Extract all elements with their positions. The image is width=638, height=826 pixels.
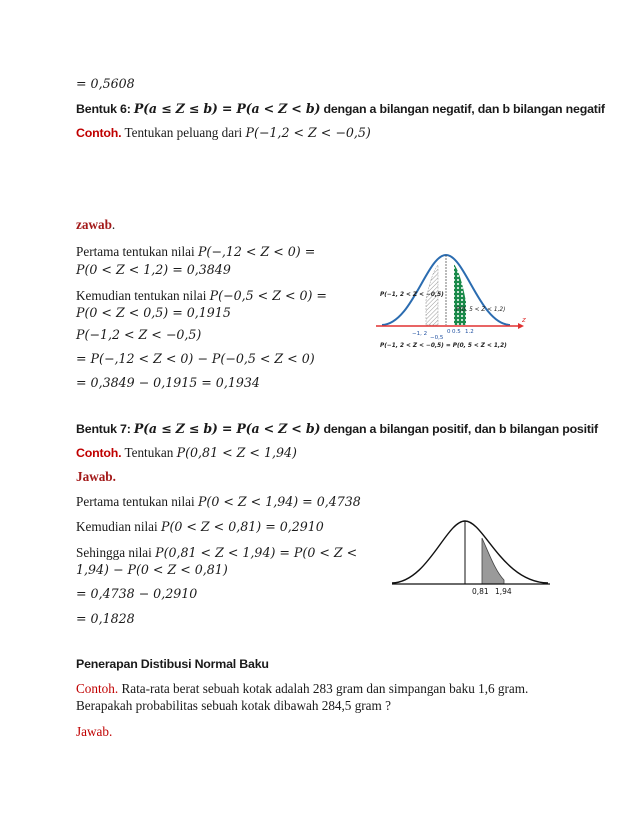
q5-formula: = 0,1828: [76, 611, 135, 626]
tick-0-81: 0,81: [472, 587, 489, 596]
step2-formula-b: P(0 < Z < 0,5) = 0,1915: [76, 305, 231, 320]
q2-formula: P(0 < Z < 0,81) = 0,2910: [160, 519, 324, 534]
bentuk7-heading: [76, 420, 598, 438]
tick-neg-1-2: −1, 2: [412, 331, 428, 337]
q3-text: Sehingga nilai: [76, 545, 156, 560]
normal-curve-figure-1: [372, 250, 532, 350]
zawab-word: zawab: [76, 217, 112, 232]
step2-line-a: [76, 287, 327, 304]
q4-formula: = 0,4738 − 0,2910: [76, 586, 198, 601]
q2-text: Kemudian nilai: [76, 519, 161, 534]
contoh3-line-b: Berapakah probabilitas sebuah kotak dibawah 284,5 gram ?: [76, 698, 391, 713]
q1-text: Pertama tentukan nilai: [76, 494, 198, 509]
z-axis-label: z: [522, 316, 526, 324]
step1-text: Pertama tentukan nilai: [76, 244, 198, 259]
contoh1-line: [76, 124, 371, 142]
label-left-prob: P(−1, 2 < Z < −0,5): [380, 292, 444, 298]
contoh1-formula: P(−1,2 < Z < −0,5): [245, 125, 371, 140]
zawab-label: [76, 216, 115, 233]
bentuk7-suffix: dengan a bilangan positif, dan b bilangan positif: [320, 422, 598, 436]
contoh2-line: [76, 444, 297, 462]
tick-0-5: 0.5: [452, 329, 461, 335]
q3-formula-a: P(0,81 < Z < 1,94) = P(0 < Z <: [155, 545, 358, 560]
contoh3-text: Rata-rata berat sebuah kotak adalah 283 gram dan simpangan baku 1,6 gram.: [118, 681, 529, 696]
step3-formula: P(−1,2 < Z < −0,5): [76, 327, 202, 342]
bentuk7-formula: P(a ≤ Z ≤ b) = P(a < Z < b): [133, 421, 321, 436]
q1-line: [76, 493, 361, 510]
normal-curve-figure-2: [388, 516, 554, 598]
q3-formula-b: 1,94) − P(0 < Z < 0,81): [76, 562, 228, 577]
contoh2-text: Tentukan: [121, 445, 177, 460]
shaded-region-0-81-to-1-94: [482, 538, 504, 584]
label-right-prob: P(0, 5 < Z < 1,2): [456, 307, 506, 313]
step4-formula: = P(−,12 < Z < 0) − P(−0,5 < Z < 0): [76, 351, 315, 366]
step5-formula: = 0,3849 − 0,1915 = 0,1934: [76, 375, 260, 390]
contoh3-line-a: [76, 680, 528, 697]
label-bottom-equation: P(−1, 2 < Z < −0,5) = P(0, 5 < Z < 1,2): [380, 343, 507, 349]
tick-1-2: 1.2: [465, 329, 474, 335]
tick-neg-0-5: −0,5: [430, 335, 444, 341]
bentuk7-prefix: Bentuk 7:: [76, 422, 134, 436]
tick-1-94: 1,94: [495, 587, 512, 596]
q1-formula: P(0 < Z < 1,94) = 0,4738: [197, 494, 361, 509]
jawab-label-1: Jawab.: [76, 469, 116, 484]
penerapan-heading: Penerapan Distibusi Normal Baku: [76, 657, 269, 671]
bentuk6-heading: [76, 100, 605, 118]
bentuk6-formula: P(a ≤ Z ≤ b) = P(a < Z < b): [133, 101, 321, 116]
jawab-label-2: Jawab.: [76, 724, 113, 739]
contoh3-label: Contoh.: [76, 681, 119, 696]
step1-formula-b: P(0 < Z < 1,2) = 0,3849: [76, 262, 231, 277]
bell-curve: [392, 521, 548, 583]
step1-line-a: [76, 243, 315, 260]
step1-formula-a: P(−,12 < Z < 0) =: [197, 244, 316, 259]
step2-text: Kemudian tentukan nilai: [76, 288, 210, 303]
zawab-dot: .: [111, 217, 116, 232]
step2-formula-a: P(−0,5 < Z < 0) =: [209, 288, 327, 303]
contoh1-label: Contoh.: [76, 126, 122, 140]
tick-0: 0: [447, 329, 451, 335]
q3-line-a: [76, 544, 357, 561]
result-line: = 0,5608: [76, 76, 135, 91]
contoh1-text: Tentukan peluang dari: [121, 125, 246, 140]
bentuk6-suffix: dengan a bilangan negatif, dan b bilangan negatif: [320, 102, 605, 116]
bentuk6-prefix: Bentuk 6:: [76, 102, 134, 116]
q2-line: [76, 518, 324, 535]
contoh2-formula: P(0,81 < Z < 1,94): [176, 445, 297, 460]
contoh2-label: Contoh.: [76, 446, 122, 460]
